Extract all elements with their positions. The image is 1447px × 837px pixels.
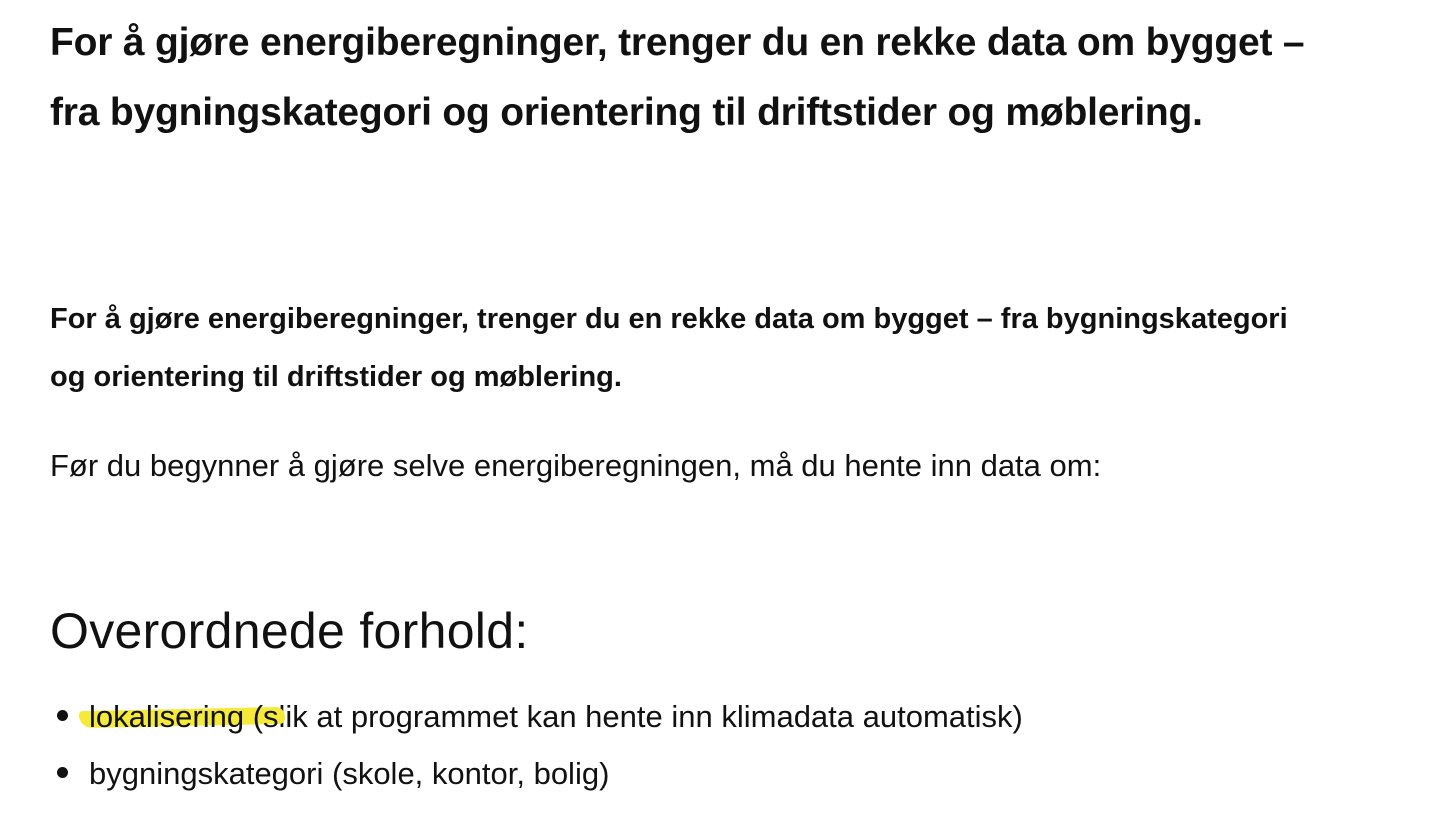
list-item-text: lik at programmet kan hente inn klimadata automatisk) [278, 699, 1023, 734]
bullet-dot-icon [57, 710, 68, 721]
list-item [50, 745, 1023, 802]
highlighted-text: lokalisering (s [89, 699, 279, 734]
list-item [50, 688, 1023, 745]
bullet-list [50, 688, 1023, 802]
section-heading: Overordnede forhold: [50, 603, 529, 659]
article-content [50, 0, 1410, 791]
lead-title: For å gjøre energiberegninger, trenger du en rekke data om bygget – fra bygningskategori og orientering til driftstider og møblering. [50, 21, 1305, 134]
bullet-dot-icon [57, 767, 68, 778]
intro-bold-paragraph: For å gjøre energiberegninger, trenger du en rekke data om bygget – fra bygningskategori og orientering til driftstider og møblering. [50, 303, 1288, 393]
list-item-text: bygningskategori (skole, kontor, bolig) [89, 756, 610, 791]
intro-paragraph: Før du begynner å gjøre selve energiberegningen, må du hente inn data om: [50, 448, 1102, 483]
